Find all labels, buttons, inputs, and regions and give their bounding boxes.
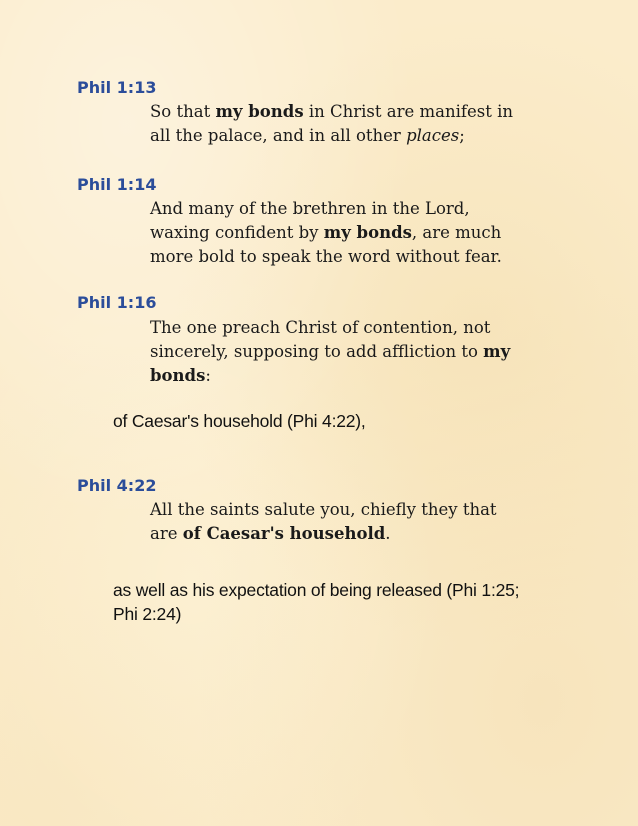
verse-segment: : bbox=[205, 366, 211, 385]
verse-segment: are bbox=[150, 524, 183, 543]
verse-line bbox=[150, 316, 570, 340]
verse-line bbox=[150, 245, 570, 269]
verse-line bbox=[150, 197, 570, 221]
verse-line bbox=[150, 100, 570, 124]
note-line: as well as his expectation of being released (Phi 1:25; bbox=[113, 580, 520, 600]
verse-line bbox=[150, 522, 570, 546]
verse-reference: Phil 4:22 bbox=[77, 476, 157, 495]
emphasized-text: of Caesar's household bbox=[182, 524, 386, 543]
verse-line bbox=[150, 221, 570, 245]
verse-text bbox=[150, 498, 570, 546]
verse-segment: All the saints salute you, chiefly they that bbox=[150, 500, 497, 519]
verse-reference: Phil 1:14 bbox=[77, 175, 157, 194]
verse-segment: ; bbox=[459, 126, 465, 145]
verse-text bbox=[150, 197, 570, 269]
verse-segment: And many of the brethren in the Lord, bbox=[150, 199, 470, 218]
verse-segment: The one preach Christ of contention, not bbox=[150, 318, 491, 337]
note-line: of Caesar's household (Phi 4:22), bbox=[113, 411, 366, 431]
verse-reference: Phil 1:13 bbox=[77, 78, 157, 97]
verse-text bbox=[150, 100, 570, 148]
emphasized-text: bonds bbox=[150, 366, 206, 385]
commentary-note bbox=[113, 578, 593, 626]
verse-segment: So that bbox=[150, 102, 216, 121]
italic-text: places bbox=[406, 126, 460, 145]
note-line: Phi 2:24) bbox=[113, 604, 182, 624]
verse-segment: in Christ are manifest in bbox=[303, 102, 514, 121]
commentary-note bbox=[113, 409, 593, 433]
verse-reference: Phil 1:16 bbox=[77, 293, 157, 312]
verse-line bbox=[150, 340, 570, 364]
emphasized-text: my bonds bbox=[323, 223, 412, 242]
emphasized-text: my bbox=[483, 342, 511, 361]
verse-segment: sincerely, supposing to add affliction to bbox=[150, 342, 484, 361]
verse-segment: . bbox=[385, 524, 391, 543]
verse-segment: more bold to speak the word without fear. bbox=[150, 247, 502, 266]
verse-line bbox=[150, 124, 570, 148]
verse-segment: waxing confident by bbox=[150, 223, 324, 242]
verse-text bbox=[150, 316, 570, 388]
verse-segment: , are much bbox=[411, 223, 502, 242]
emphasized-text: my bonds bbox=[215, 102, 304, 121]
verse-line bbox=[150, 498, 570, 522]
verse-line bbox=[150, 364, 570, 388]
verse-segment: all the palace, and in all other bbox=[150, 126, 407, 145]
